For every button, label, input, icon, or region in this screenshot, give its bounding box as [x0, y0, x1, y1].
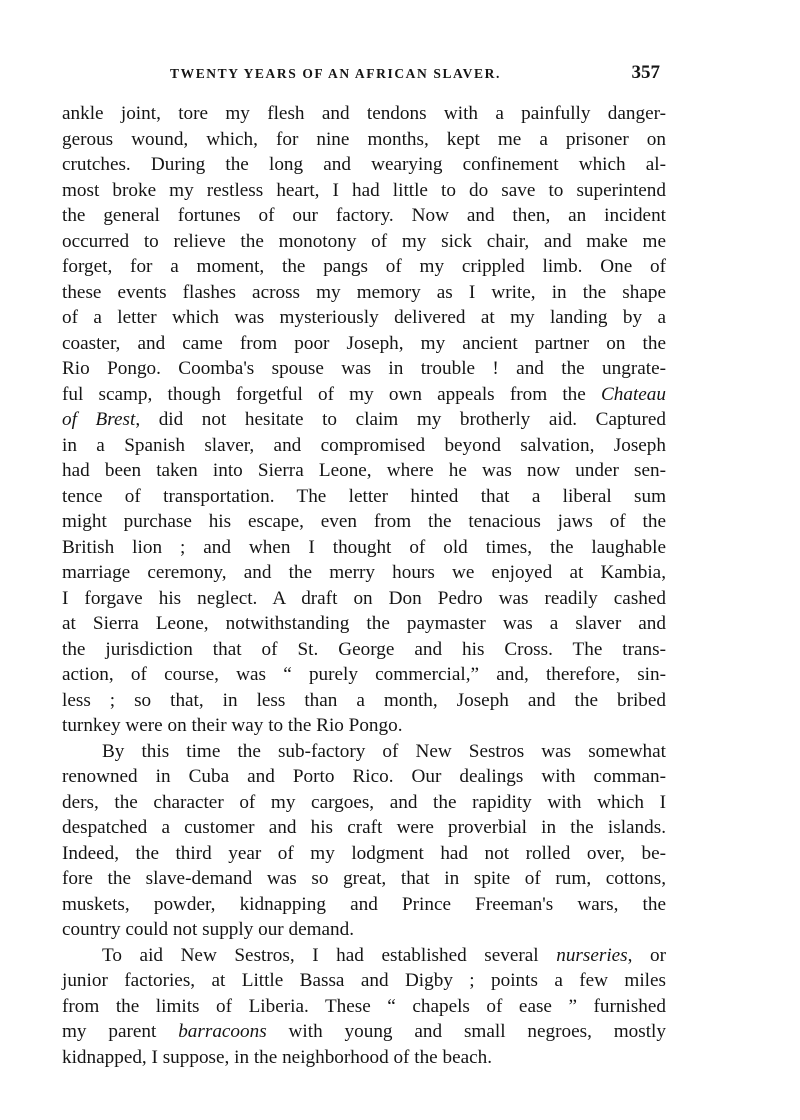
text-line: less ; so that, in less than a month, Joseph and the bribed	[62, 689, 666, 711]
text-line: at Sierra Leone, notwithstanding the paymaster was a slaver and	[62, 613, 666, 634]
italic-text: Chateau	[600, 383, 666, 405]
text-line: To aid New Sestros, I had established several nurseries, or	[102, 944, 667, 966]
text-line: despatched a customer and his craft were proverbial in the islands.	[62, 817, 666, 838]
text-line: the jurisdiction that of St. George and his Cross. The trans-	[62, 638, 666, 660]
text-line: might purchase his escape, even from the tenacious jaws of the	[62, 511, 666, 532]
running-header	[170, 62, 660, 86]
text-line: ders, the character of my cargoes, and the rapidity with which I	[62, 791, 666, 813]
text-line: By this time the sub-factory of New Sestros was somewhat	[102, 740, 666, 762]
text-line: Rio Pongo. Coomba's spouse was in trouble ! and the ungrate-	[62, 358, 666, 379]
text-line: British lion ; and when I thought of old times, the laughable	[62, 536, 666, 558]
text-line: of a letter which was mysteriously delivered at my landing by a	[62, 307, 666, 328]
text-line: the general fortunes of our factory. Now and then, an incident	[62, 205, 666, 226]
text-line: forget, for a moment, the pangs of my crippled limb. One of	[62, 256, 666, 277]
page-number: 357	[631, 62, 660, 83]
text-line: these events flashes across my memory as I write, in the shape	[62, 281, 666, 303]
text-line: country could not supply our demand.	[62, 919, 355, 940]
text-line: action, of course, was “ purely commercial,” and, therefore, sin-	[62, 664, 666, 685]
italic-text: barracoons	[178, 1021, 267, 1042]
text-line: Indeed, the third year of my lodgment had not rolled over, be-	[62, 842, 666, 864]
text-line: fore the slave-demand was so great, that in spite of rum, cottons,	[62, 868, 666, 889]
italic-text: of Brest	[62, 409, 136, 430]
italic-text: nurseries	[556, 944, 628, 966]
running-title: TWENTY YEARS OF AN AFRICAN SLAVER.	[170, 66, 501, 81]
text-line: renowned in Cuba and Porto Rico. Our dealings with comman-	[62, 766, 666, 787]
text-line: junior factories, at Little Bassa and Digby ; points a few miles	[62, 970, 666, 991]
text-line: ful scamp, though forgetful of my own appeals from the Chateau	[62, 383, 666, 405]
text-line: of Brest, did not hesitate to claim my brotherly aid. Captured	[62, 409, 667, 430]
text-line: muskets, powder, kidnapping and Prince Freeman's wars, the	[62, 893, 666, 915]
text-line: kidnapped, I suppose, in the neighborhood of the beach.	[62, 1046, 493, 1068]
text-line: from the limits of Liberia. These “ chapels of ease ” furnished	[62, 995, 666, 1017]
text-line: coaster, and came from poor Joseph, my ancient partner on the	[62, 332, 666, 354]
text-line: crutches. During the long and wearying confinement which al-	[62, 154, 666, 175]
text-line: had been taken into Sierra Leone, where he was now under sen-	[62, 460, 666, 481]
text-line: occurred to relieve the monotony of my sick chair, and make me	[62, 230, 666, 252]
body-text	[62, 101, 666, 1070]
text-line: marriage ceremony, and the merry hours we enjoyed at Kambia,	[62, 562, 666, 583]
text-line: turnkey were on their way to the Rio Pongo.	[62, 715, 403, 736]
text-line: my parent barracoons with young and small negroes, mostly	[62, 1021, 666, 1042]
text-line: ankle joint, tore my flesh and tendons with a painfully danger-	[62, 103, 666, 124]
text-line: gerous wound, which, for nine months, kept me a prisoner on	[62, 128, 666, 150]
text-line: in a Spanish slaver, and compromised beyond salvation, Joseph	[62, 434, 666, 456]
text-line: tence of transportation. The letter hinted that a liberal sum	[62, 485, 666, 507]
text-line: I forgave his neglect. A draft on Don Pedro was readily cashed	[62, 587, 666, 609]
text-line: most broke my restless heart, I had little to do save to superintend	[62, 179, 666, 201]
